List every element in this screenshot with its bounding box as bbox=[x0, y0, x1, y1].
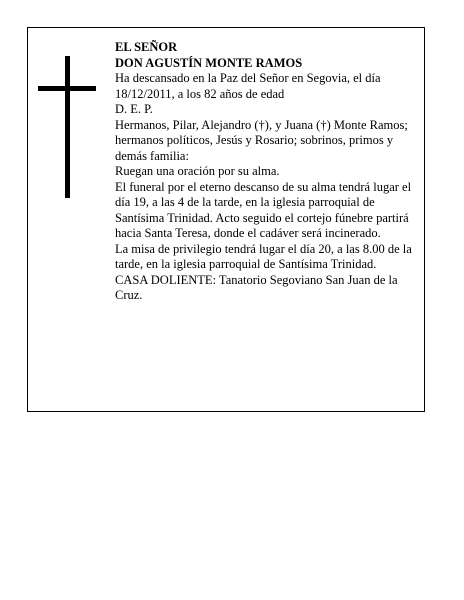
mass-details: La misa de privilegio tendrá lugar el día 20, a las 8.00 de la tarde, en la iglesia parroquial de Santísima Trinidad. bbox=[115, 241, 412, 271]
cross-vertical-bar bbox=[65, 56, 70, 198]
notice-title-line-1: EL SEÑOR bbox=[115, 40, 178, 54]
prayer-request: Ruegan una oración por su alma. bbox=[115, 164, 280, 178]
rest-in-peace: D. E. P. bbox=[115, 102, 153, 116]
cross-icon bbox=[38, 56, 96, 198]
funeral-details: El funeral por el eterno descanso de su alma tendrá lugar el día 19, a las 4 de la tarde, en la iglesia parroquial de Santísima Trinidad. Acto seguido el cortejo fúnebre partirá hacia Santa Teresa, donde el cadáver será incinerado. bbox=[115, 179, 412, 240]
deceased-name: DON AGUSTÍN MONTE RAMOS bbox=[115, 55, 303, 70]
obituary-notice bbox=[27, 27, 425, 412]
family-list: Hermanos, Pilar, Alejandro (†), y Juana (†) Monte Ramos; hermanos políticos, Jesús y Rosario; sobrinos, primos y demás familia: bbox=[115, 117, 408, 163]
notice-text bbox=[115, 40, 418, 304]
death-announcement: Ha descansado en la Paz del Señor en Segovia, el día 18/12/2011, a los 82 años de edad bbox=[115, 71, 381, 101]
funeral-home: CASA DOLIENTE: Tanatorio Segoviano San Juan de la Cruz. bbox=[115, 272, 398, 302]
cross-horizontal-bar bbox=[38, 86, 96, 91]
